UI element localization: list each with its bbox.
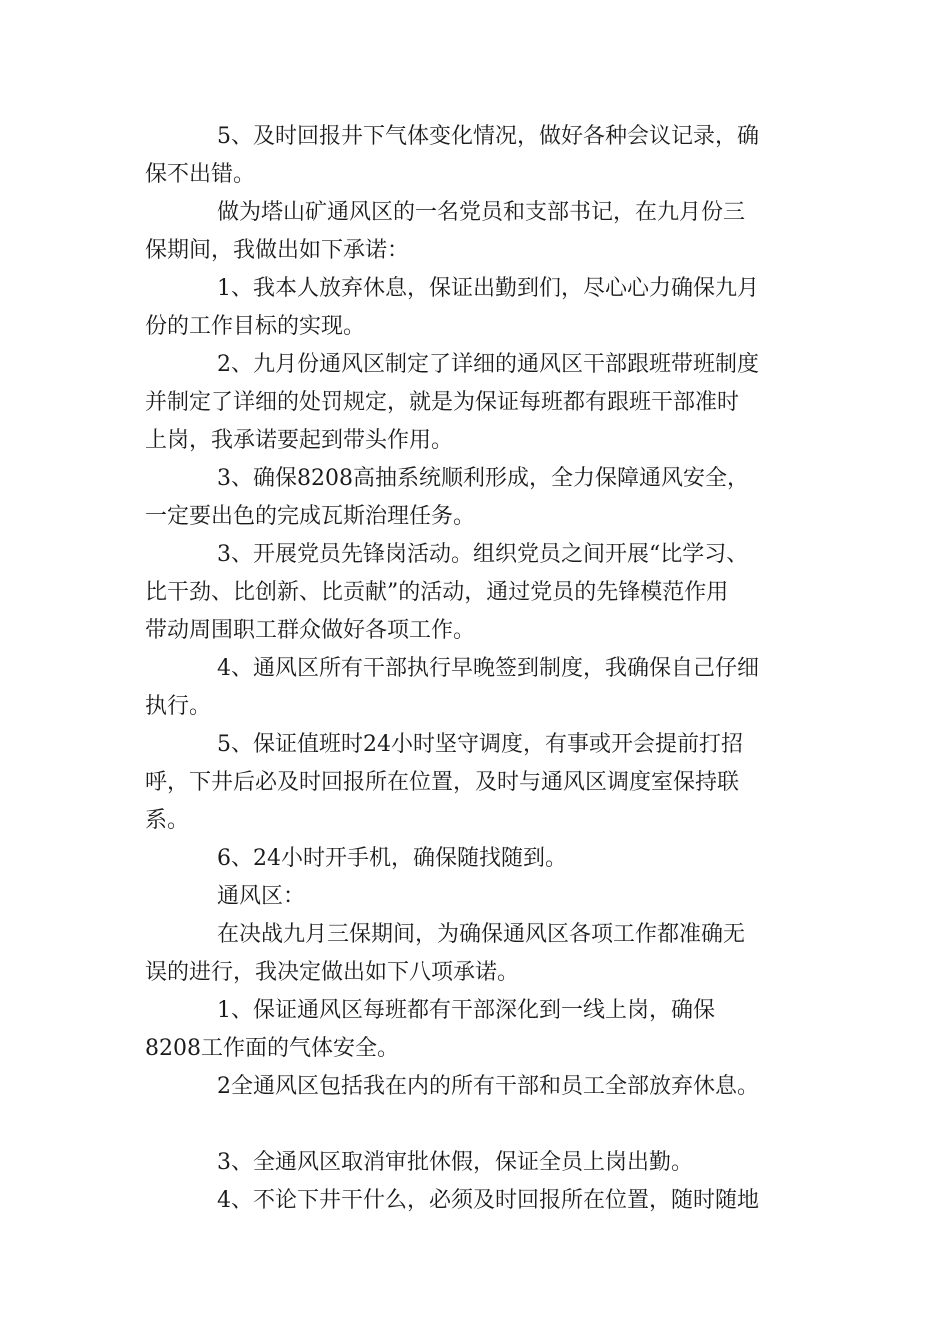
text-line: 份的工作目标的实现。	[145, 314, 366, 339]
text-line: 保不出错。	[145, 162, 256, 187]
paragraph	[145, 270, 805, 346]
paragraph	[145, 878, 805, 916]
text-line: 执行。	[145, 694, 212, 719]
text-line: 5、及时回报井下气体变化情况，做好各种会议记录，确	[217, 124, 759, 149]
paragraph-spacer	[145, 1106, 805, 1144]
paragraph	[145, 1144, 805, 1182]
text-line: 5、保证值班时24小时坚守调度，有事或开会提前打招	[217, 732, 743, 757]
paragraph	[145, 840, 805, 878]
paragraph	[145, 650, 805, 726]
text-line: 2、九月份通风区制定了详细的通风区干部跟班带班制度	[217, 352, 759, 377]
document-body	[145, 118, 805, 1220]
text-line: 6、24小时开手机，确保随找随到。	[217, 846, 567, 871]
text-line: 保期间，我做出如下承诺：	[145, 238, 410, 263]
text-line: 3、确保8208高抽系统顺利形成，全力保障通风安全，	[217, 466, 749, 491]
paragraph	[145, 1068, 805, 1106]
text-line: 1、保证通风区每班都有干部深化到一线上岗，确保	[217, 998, 715, 1023]
paragraph	[145, 118, 805, 194]
text-line: 1、我本人放弃休息，保证出勤到们，尽心心力确保九月	[217, 276, 759, 301]
paragraph	[145, 1182, 805, 1220]
paragraph	[145, 992, 805, 1068]
text-line: 呼，下井后必及时回报所在位置，及时与通风区调度室保持联	[145, 770, 740, 795]
paragraph	[145, 536, 805, 650]
text-line: 2全通风区包括我在内的所有干部和员工全部放弃休息。	[217, 1074, 759, 1099]
text-line: 带动周围职工群众做好各项工作。	[145, 618, 476, 643]
text-line: 系。	[145, 808, 190, 833]
text-line: 误的进行，我决定做出如下八项承诺。	[145, 960, 520, 985]
paragraph	[145, 460, 805, 536]
text-line: 在决战九月三保期间，为确保通风区各项工作都准确无	[217, 922, 746, 947]
text-line: 4、不论下井干什么，必须及时回报所在位置，随时随地	[217, 1188, 759, 1213]
paragraph	[145, 916, 805, 992]
text-line: 并制定了详细的处罚规定，就是为保证每班都有跟班干部准时	[145, 390, 740, 415]
text-line: 通风区：	[217, 884, 306, 909]
paragraph	[145, 346, 805, 460]
text-line: 做为塔山矿通风区的一名党员和支部书记，在九月份三	[217, 200, 746, 225]
text-line: 比干劲、比创新、比贡献”的活动，通过党员的先锋模范作用	[145, 580, 729, 605]
text-line: 3、全通风区取消审批休假，保证全员上岗出勤。	[217, 1150, 693, 1175]
text-line: 4、通风区所有干部执行早晚签到制度，我确保自己仔细	[217, 656, 759, 681]
text-line: 一定要出色的完成瓦斯治理任务。	[145, 504, 476, 529]
paragraph	[145, 726, 805, 840]
text-line: 8208工作面的气体安全。	[145, 1036, 399, 1061]
paragraph	[145, 194, 805, 270]
text-line: 3、开展党员先锋岗活动。组织党员之间开展“比学习、	[217, 542, 749, 567]
text-line: 上岗，我承诺要起到带头作用。	[145, 428, 454, 453]
